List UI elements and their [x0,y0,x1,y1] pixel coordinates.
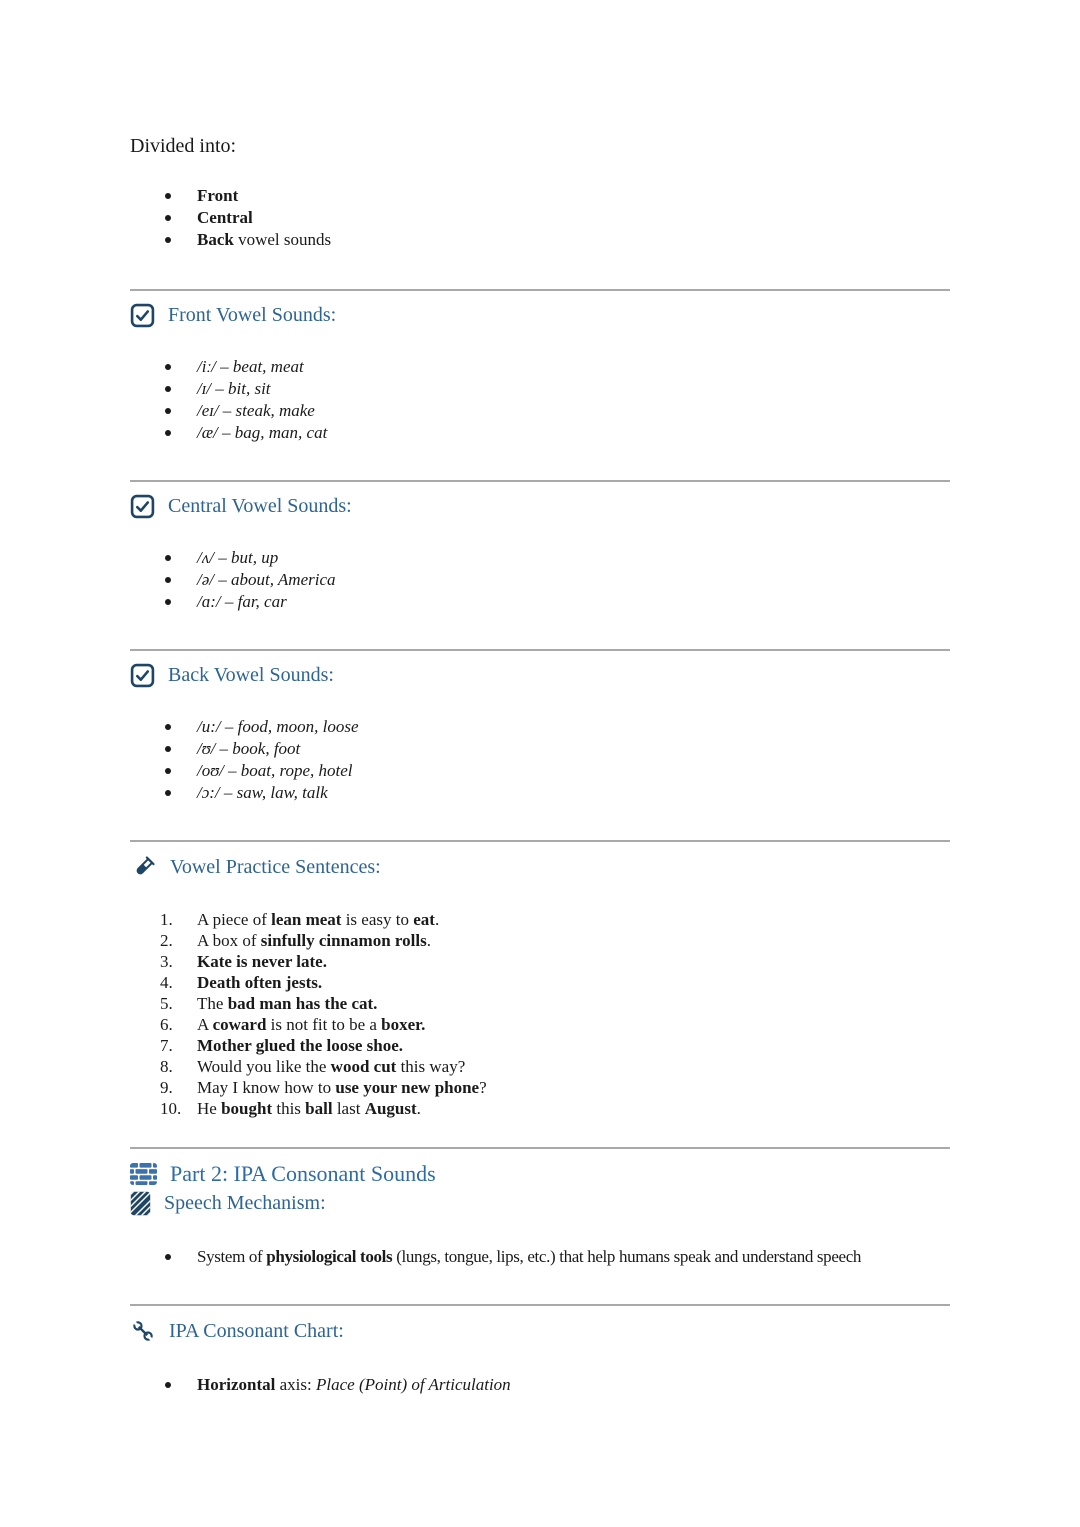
list-item: /æ/ – bag, man, cat [130,422,950,444]
list-item: /ʊ/ – book, foot [130,738,950,760]
section-title: Speech Mechanism: [164,1192,326,1214]
section-divider [130,289,950,291]
speech-mechanism-list [130,1246,950,1268]
back-vowel-list [130,716,950,804]
front-vowel-list [130,356,950,444]
section-divider [130,1304,950,1306]
list-item: /ɪ/ – bit, sit [130,378,950,400]
section-divider [130,1147,950,1149]
section-title: Part 2: IPA Consonant Sounds [170,1161,436,1186]
practice-sentence-list [130,909,950,1119]
list-item: Central [130,207,950,229]
list-item: /ə/ – about, America [130,569,950,591]
back-vowel-heading [130,663,950,688]
central-vowel-heading [130,494,950,519]
brick-wall-icon [130,1163,157,1185]
section-title: Front Vowel Sounds: [168,304,337,326]
list-item: Would you like the wood cut this way? [197,1057,466,1076]
list-item: A piece of lean meat is easy to eat. [197,910,440,929]
test-tube-icon [130,854,157,881]
list-item: Back vowel sounds [130,229,950,251]
wrench-icon [130,1318,156,1344]
part2-heading [130,1161,950,1187]
list-item: Horizontal axis: Place (Point) of Articulation [130,1374,950,1396]
list-item: Death often jests. [197,973,323,992]
consonant-chart-heading [130,1318,950,1344]
list-item: /ɔ:/ – saw, law, talk [130,782,950,804]
checkbox-icon [130,663,155,688]
list-item: Kate is never late. [197,952,327,971]
intro-heading: Divided into: [130,135,237,157]
section-title: Vowel Practice Sentences: [170,856,381,878]
list-item: Mother glued the loose shoe. [197,1036,404,1055]
checkbox-icon [130,303,155,328]
list-item: He bought this ball last August. [197,1099,421,1118]
section-title: IPA Consonant Chart: [169,1319,344,1342]
section-title: Central Vowel Sounds: [168,495,352,517]
consonant-chart-list [130,1374,950,1396]
list-item: /oʊ/ – boat, rope, hotel [130,760,950,782]
central-vowel-list [130,547,950,613]
list-item: /u:/ – food, moon, loose [130,716,950,738]
front-vowel-heading [130,303,950,328]
section-divider [130,840,950,842]
list-item: /eɪ/ – steak, make [130,400,950,422]
list-item: The bad man has the cat. [197,994,378,1013]
list-item: Front [130,185,950,207]
section-divider [130,649,950,651]
striped-square-icon [130,1191,151,1216]
list-item: A box of sinfully cinnamon rolls. [197,931,431,950]
vowel-categories-list [130,185,950,251]
list-item: /iː/ – beat, meat [130,356,950,378]
list-item: /ɑ:/ – far, car [130,591,950,613]
checkbox-icon [130,494,155,519]
section-title: Back Vowel Sounds: [168,664,334,686]
list-item: System of physiological tools (lungs, tongue, lips, etc.) that help humans speak and understand speech [130,1246,950,1268]
list-item: /ʌ/ – but, up [130,547,950,569]
list-item: A coward is not fit to be a boxer. [197,1015,426,1034]
speech-mechanism-heading [130,1191,950,1216]
list-item: May I know how to use your new phone? [197,1078,487,1097]
section-divider [130,480,950,482]
practice-heading [130,854,950,881]
